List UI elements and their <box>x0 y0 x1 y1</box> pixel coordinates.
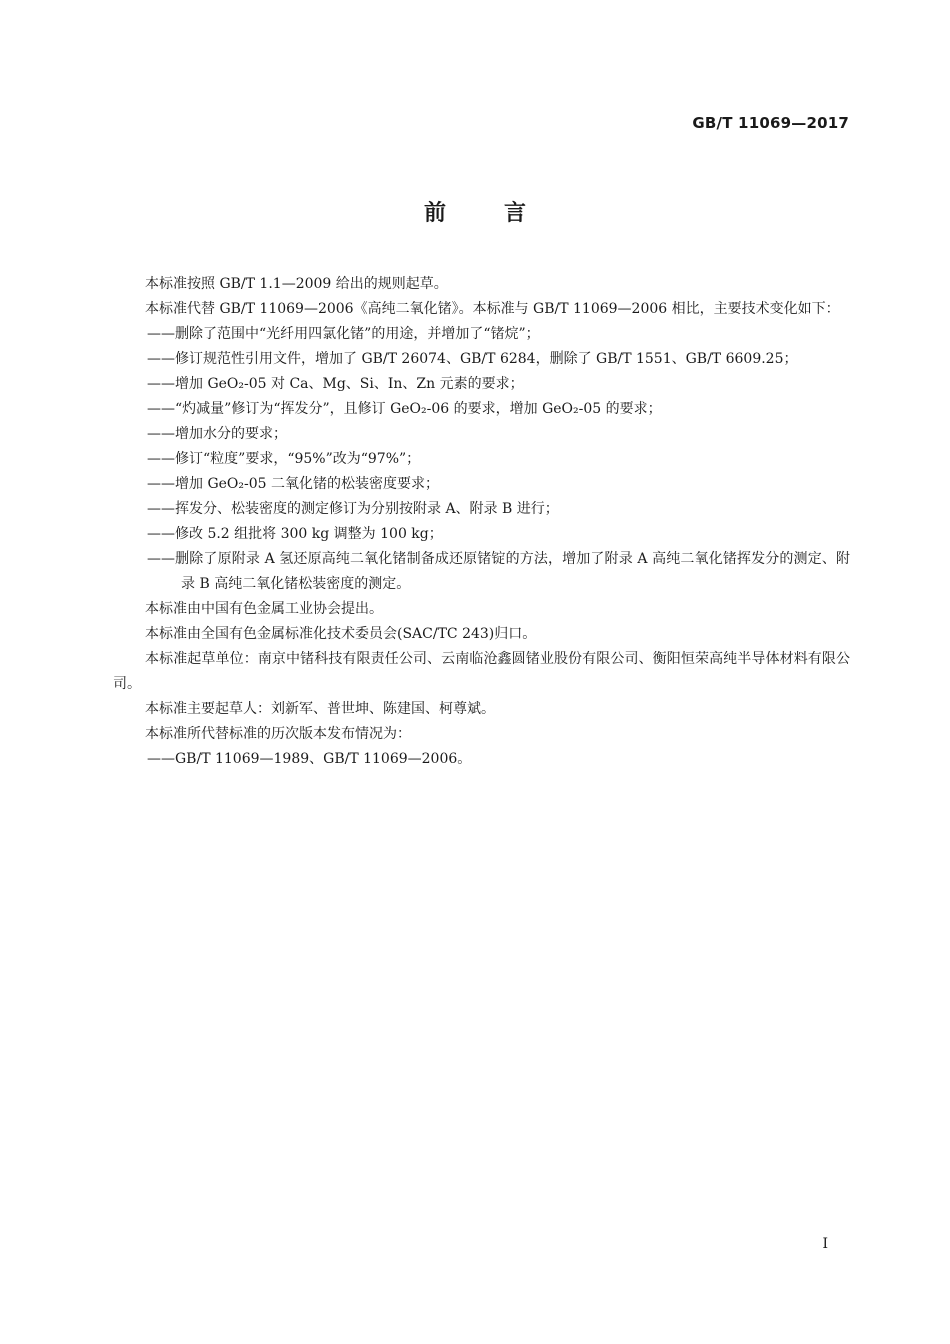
page-title: 前言 <box>423 201 584 226</box>
paragraph: 本标准代替 GB/T 11069—2006《高纯二氧化锗》。本标准与 GB/T 11069—2006 相比，主要技术变化如下： <box>145 301 840 317</box>
list-item: ——修改 5.2 组批将 300 kg 调整为 100 kg； <box>147 526 443 542</box>
list-item: ——增加水分的要求； <box>147 426 287 442</box>
list-item: ——GB/T 11069—1989、GB/T 11069—2006。 <box>147 751 472 767</box>
standard-number: GB/T 11069—2017 <box>692 114 849 132</box>
list-item: ——挥发分、松装密度的测定修订为分别按附录 A、附录 B 进行； <box>147 501 559 517</box>
paragraph: 本标准起草单位：南京中锗科技有限责任公司、云南临沧鑫圆锗业股份有限公司、衡阳恒荣高纯半导体材料有限公司。 <box>113 651 850 692</box>
foreword-body <box>113 272 850 772</box>
list-item: ——修订“粒度”要求，“95%”改为“97%”； <box>147 451 421 467</box>
paragraph: 本标准主要起草人：刘新军、普世坤、陈建国、柯尊斌。 <box>145 701 495 717</box>
paragraph: 本标准所代替标准的历次版本发布情况为： <box>145 726 411 742</box>
list-item: ——增加 GeO₂-05 二氧化锗的松装密度要求； <box>147 476 440 492</box>
list-item: ——“灼减量”修订为“挥发分”，且修订 GeO₂-06 的要求，增加 GeO₂-05 的要求； <box>147 401 662 417</box>
list-item: ——增加 GeO₂-05 对 Ca、Mg、Si、In、Zn 元素的要求； <box>147 376 524 392</box>
list-item: ——删除了范围中“光纤用四氯化锗”的用途，并增加了“锗烷”； <box>147 326 540 342</box>
page-number: I <box>822 1236 828 1252</box>
changes-list <box>113 322 850 597</box>
list-item: ——修订规范性引用文件，增加了 GB/T 26074、GB/T 6284，删除了 GB/T 1551、GB/T 6609.25； <box>147 351 798 367</box>
history-list <box>113 747 850 772</box>
list-item: ——删除了原附录 A 氢还原高纯二氧化锗制备成还原锗锭的方法，增加了附录 A 高纯二氧化锗挥发分的测定、附录 B 高纯二氧化锗松装密度的测定。 <box>147 551 850 592</box>
paragraph: 本标准由中国有色金属工业协会提出。 <box>145 601 383 617</box>
paragraph: 本标准按照 GB/T 1.1—2009 给出的规则起草。 <box>145 276 448 292</box>
paragraph: 本标准由全国有色金属标准化技术委员会(SAC/TC 243)归口。 <box>145 626 537 642</box>
